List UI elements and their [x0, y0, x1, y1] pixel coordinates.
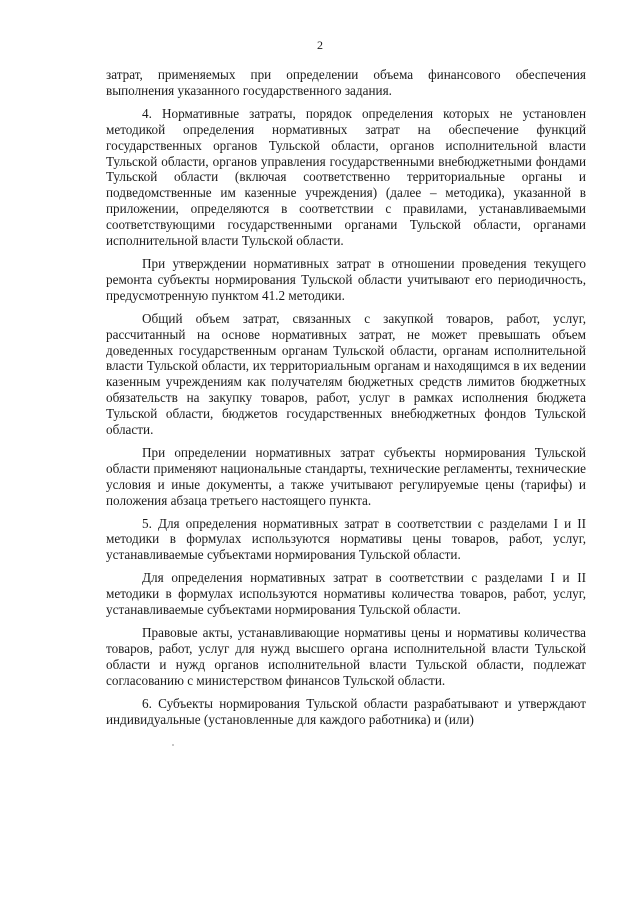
scan-speck: [172, 744, 174, 746]
paragraph-item-4: 4. Нормативные затраты, порядок определения которых не установлен методикой определения нормативных затрат на обеспечение функций государственных органов Тульской области, органов исполнительной власти Тульской области, органов управления государственными внебюджетными фондами Тульской области (включая соответственно территориальные органы и подведомственные им казенные учреждения) (далее – методика), указанной в приложении, определяются в соответствии с правилами, устанавливаемыми соответствующими государственными органами Тульской области, органами исполнительной власти Тульской области.: [106, 105, 586, 249]
paragraph-repair-periodicity: При утверждении нормативных затрат в отношении проведения текущего ремонта субъекты нормирования Тульской области учитывают его периодичность, предусмотренную пунктом 41.2 методики.: [106, 255, 586, 303]
paragraph-legal-acts: Правовые акты, устанавливающие нормативы цены и нормативы количества товаров, работ, услуг для нужд высшего органа исполнительной власти Тульской области и нужд органов исполнительной власти Тульской области, подлежат согласованию с министерством финансов Тульской области.: [106, 625, 586, 688]
paragraph-item-5: 5. Для определения нормативных затрат в соответствии с разделами I и II методики в формулах используются нормативы цены товаров, работ, услуг, устанавливаемые субъектами нормирования Тульской области.: [106, 515, 586, 563]
paragraph-item-6: 6. Субъекты нормирования Тульской области разрабатывают и утверждают индивидуальные (установленные для каждого работника) и (или): [106, 695, 586, 727]
paragraph-total-volume: Общий объем затрат, связанных с закупкой товаров, работ, услуг, рассчитанный на основе нормативных затрат, не может превышать объем доведенных государственным органам Тульской области, органам исполнительной власти Тульской области, их территориальным органам и находящимся в их ведении казенным учреждениям как получателям бюджетных средств лимитов бюджетных обязательств на закупку товаров, работ, услуг в рамках исполнения бюджета Тульской области, бюджетов государственных внебюджетных фондов Тульской области.: [106, 310, 586, 438]
paragraph-continuation: затрат, применяемых при определении объема финансового обеспечения выполнения указанного государственного задания.: [106, 67, 586, 98]
document-body: [106, 67, 586, 727]
page-number: 2: [317, 38, 323, 52]
paragraph-quantity-norms: Для определения нормативных затрат в соответствии с разделами I и II методики в формулах используются нормативы количества товаров, работ, услуг, устанавливаемые субъектами нормирования Тульской области.: [106, 570, 586, 618]
paragraph-standards: При определении нормативных затрат субъекты нормирования Тульской области применяют национальные стандарты, технические регламенты, технические условия и иные документы, а также учитывают регулируемые цены (тарифы) и положения абзаца третьего настоящего пункта.: [106, 444, 586, 508]
